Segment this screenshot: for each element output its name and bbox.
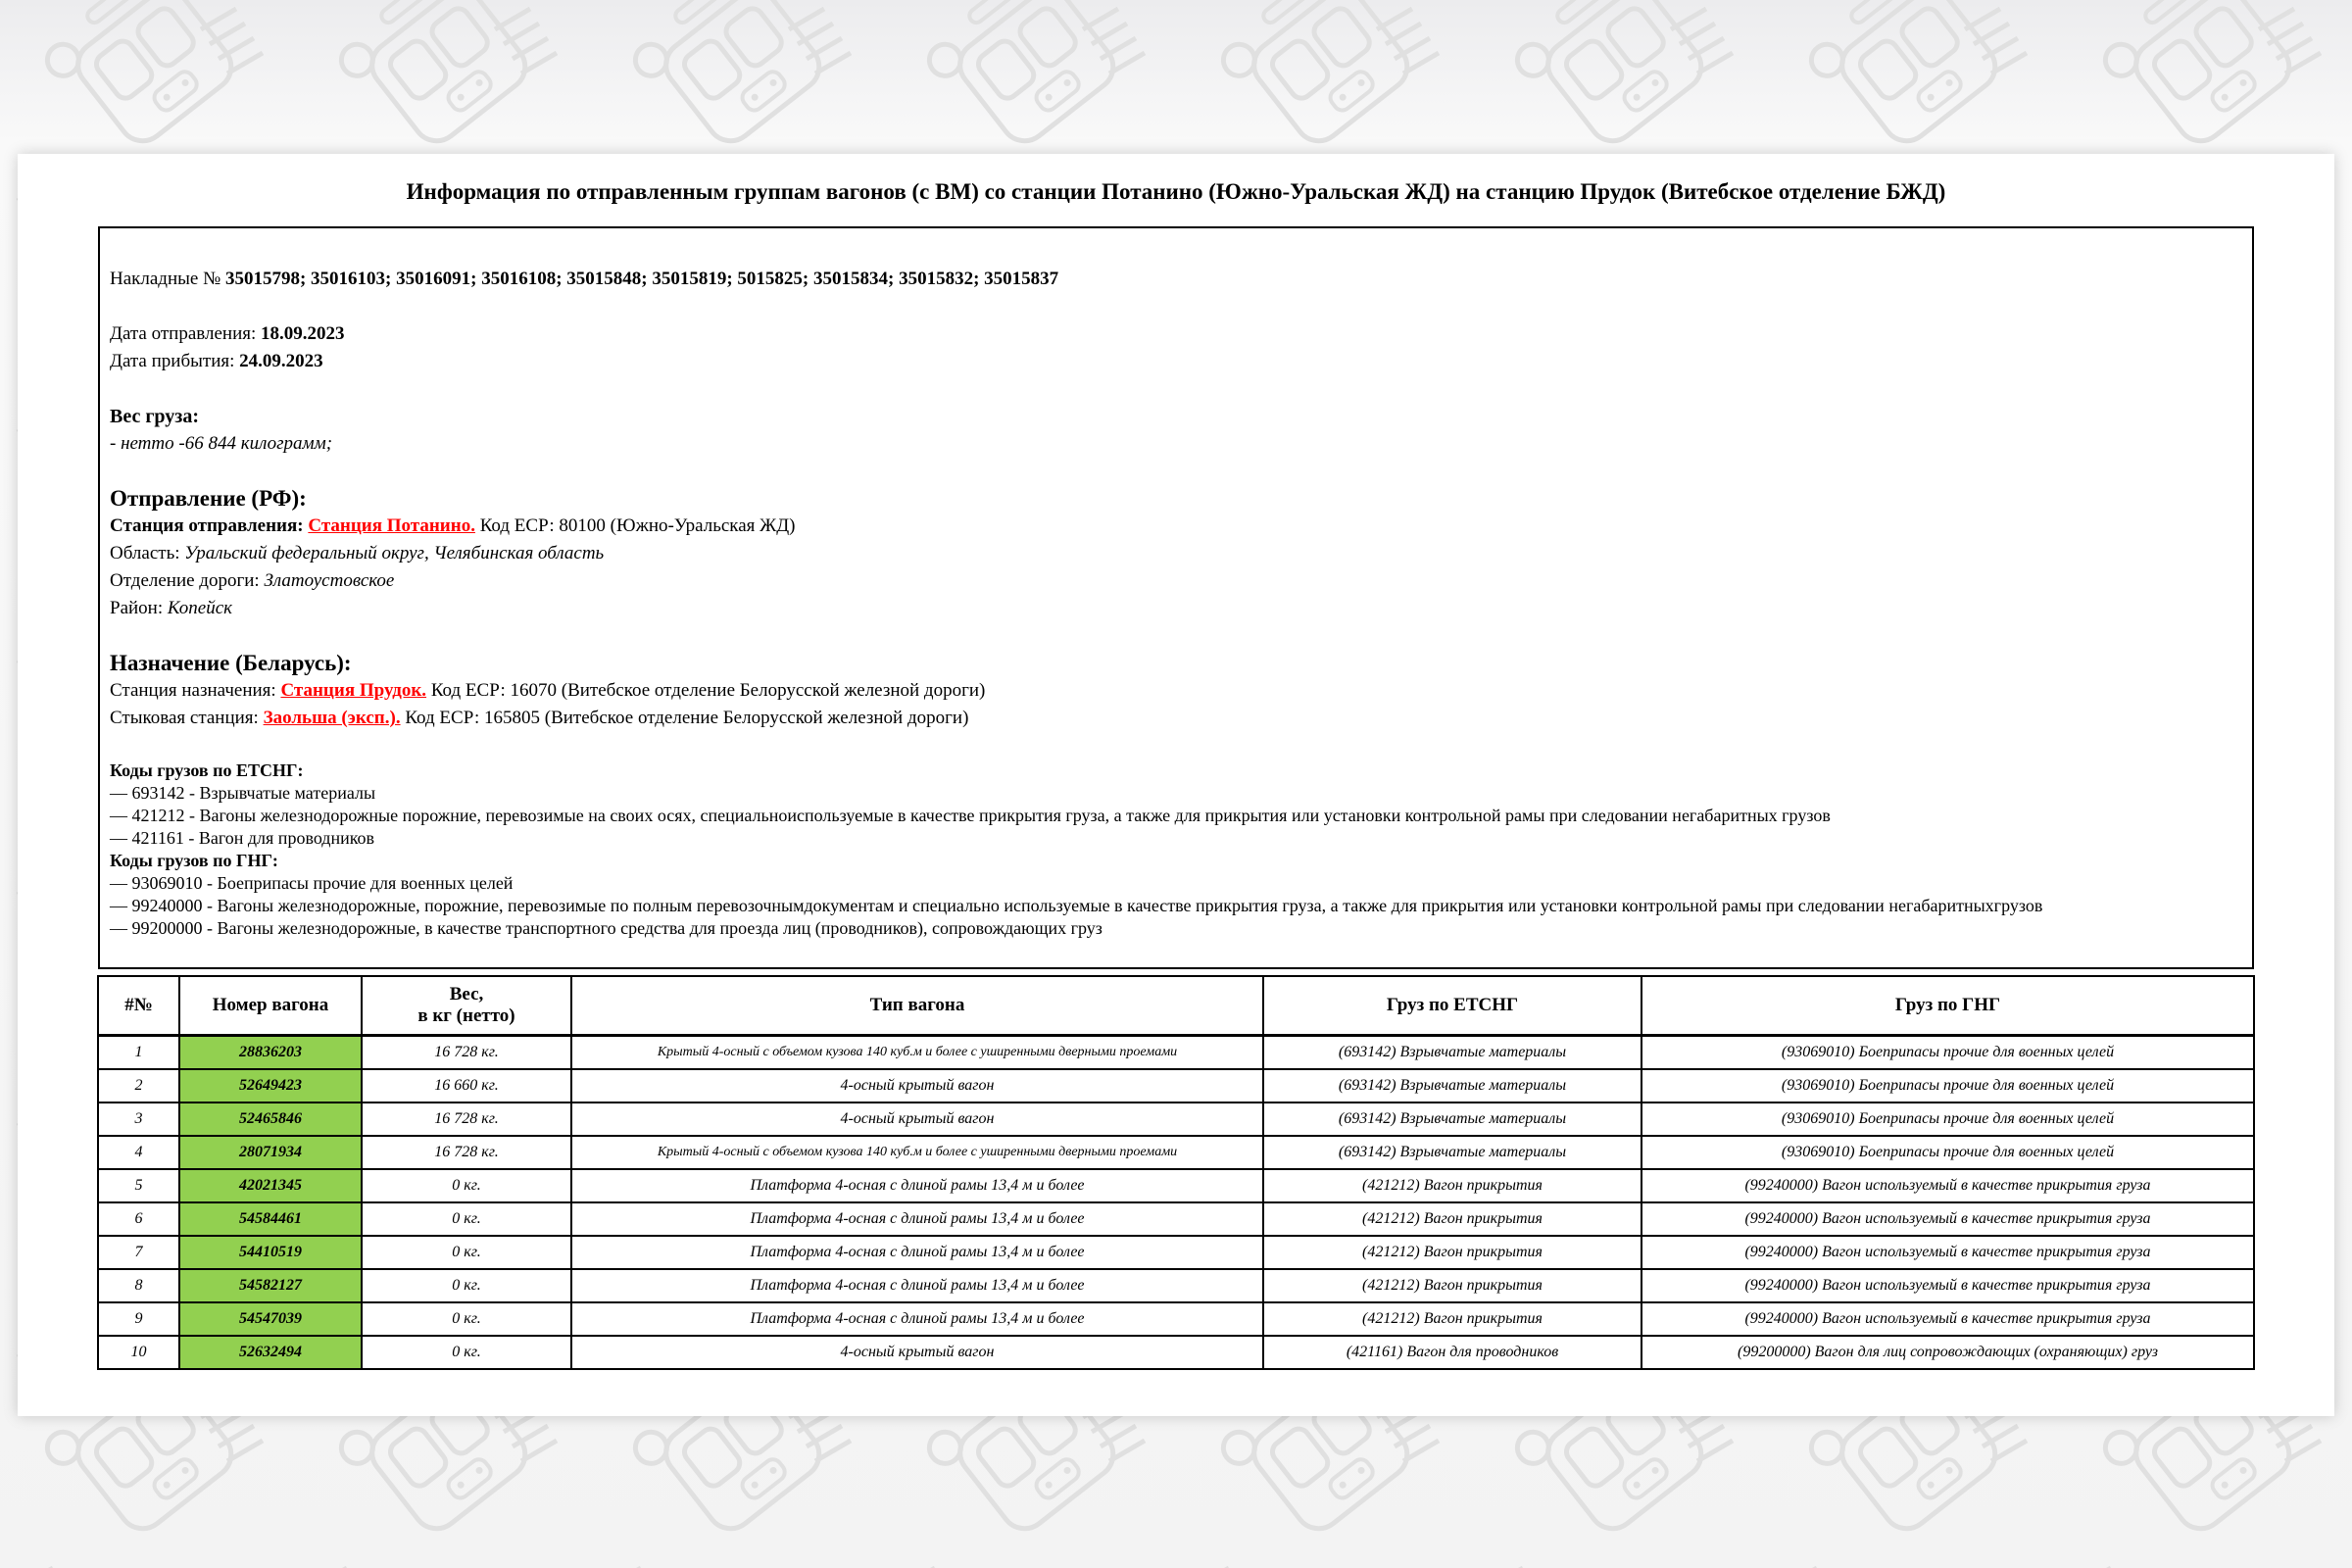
wagon-weight: 0 кг.: [362, 1269, 571, 1302]
cargo-gng: (93069010) Боеприпасы прочие для военных целей: [1642, 1069, 2254, 1102]
junction-station-label: Стыковая станция:: [110, 708, 264, 728]
wagon-weight: 0 кг.: [362, 1236, 571, 1269]
document-page: [18, 154, 2334, 1416]
gng-code-item: — 99200000 - Вагоны железнодорожные, в качестве транспортного средства для проезда лиц (проводников), сопровождающих груз: [110, 918, 1102, 938]
wagon-type: Платформа 4-осная с длиной рамы 13,4 м и более: [571, 1302, 1263, 1336]
wagon-weight: 0 кг.: [362, 1169, 571, 1202]
table-row: [98, 1236, 2254, 1269]
wagon-number: 52465846: [179, 1102, 362, 1136]
etsng-codes-heading: Коды грузов по ЕТСНГ:: [110, 760, 304, 780]
origin-division-label: Отделение дороги:: [110, 570, 265, 591]
row-number: 6: [98, 1202, 179, 1236]
table-row: [98, 1302, 2254, 1336]
row-number: 3: [98, 1102, 179, 1136]
header-cargo-gng: Груз по ГНГ: [1642, 976, 2254, 1036]
arrival-date-value: 24.09.2023: [239, 351, 323, 371]
wagon-weight: 0 кг.: [362, 1336, 571, 1369]
wagon-number: 42021345: [179, 1169, 362, 1202]
table-row: [98, 1136, 2254, 1169]
destination-station-line: [110, 677, 2242, 705]
cargo-gng: (99240000) Вагон используемый в качестве прикрытия груза: [1642, 1269, 2254, 1302]
gng-code-list: [110, 872, 2242, 940]
page-title: Информация по отправленным группам вагонов (с ВМ) со станции Потанино (Южно-Уральская ЖД) на станцию Прудок (Витебское отделение БЖД): [406, 179, 1946, 204]
wagon-type: 4-осный крытый вагон: [571, 1336, 1263, 1369]
wagon-type: Платформа 4-осная с длиной рамы 13,4 м и более: [571, 1269, 1263, 1302]
cargo-gng: (99240000) Вагон используемый в качестве прикрытия груза: [1642, 1236, 2254, 1269]
wagon-type: Платформа 4-осная с длиной рамы 13,4 м и более: [571, 1169, 1263, 1202]
table-row: [98, 1036, 2254, 1070]
row-number: 5: [98, 1169, 179, 1202]
wagon-weight: 16 660 кг.: [362, 1069, 571, 1102]
cargo-etsng: (421212) Вагон прикрытия: [1263, 1236, 1642, 1269]
origin-district-value: Копейск: [167, 598, 233, 618]
etsng-code-item: — 421161 - Вагон для проводников: [110, 828, 375, 848]
destination-station-code: Код ЕСР: 16070 (Витебское отделение Белорусской железной дороги): [426, 680, 986, 701]
cargo-etsng: (421212) Вагон прикрытия: [1263, 1269, 1642, 1302]
cargo-etsng: (693142) Взрывчатые материалы: [1263, 1102, 1642, 1136]
wagon-table: [97, 975, 2255, 1370]
origin-district-line: [110, 595, 2242, 622]
row-number: 8: [98, 1269, 179, 1302]
cargo-etsng: (421212) Вагон прикрытия: [1263, 1302, 1642, 1336]
origin-region-line: [110, 540, 2242, 567]
cargo-etsng: (693142) Взрывчатые материалы: [1263, 1036, 1642, 1070]
junction-station-link[interactable]: Заольша (эксп.).: [263, 708, 401, 728]
wagon-type: Крытый 4-осный с объемом кузова 140 куб.м и более с уширенными дверными проемами: [571, 1136, 1263, 1169]
cargo-gng: (93069010) Боеприпасы прочие для военных целей: [1642, 1102, 2254, 1136]
wagon-weight: 16 728 кг.: [362, 1136, 571, 1169]
header-weight-line1: Вес,: [449, 984, 484, 1004]
departure-date-line: [110, 320, 2242, 348]
etsng-code-item: — 421212 - Вагоны железнодорожные порожние, перевозимые на своих осях, специальноиспользуемые в качестве прикрытия груза, а также для прикрытия или установки контрольной рамы при следовании негабаритных грузов: [110, 806, 1831, 825]
wagon-type: 4-осный крытый вагон: [571, 1102, 1263, 1136]
origin-station-code: Код ЕСР: 80100 (Южно-Уральская ЖД): [474, 515, 796, 536]
destination-section-heading: Назначение (Беларусь):: [110, 651, 352, 675]
gng-code-item: — 93069010 - Боеприпасы прочие для военных целей: [110, 873, 514, 893]
header-weight-line2: в кг (нетто): [417, 1005, 515, 1026]
wagon-type: Крытый 4-осный с объемом кузова 140 куб.м и более с уширенными дверными проемами: [571, 1036, 1263, 1070]
destination-station-label: Станция назначения:: [110, 680, 281, 701]
wagon-weight: 0 кг.: [362, 1302, 571, 1336]
gng-codes-heading: Коды грузов по ГНГ:: [110, 851, 278, 870]
cargo-etsng: (693142) Взрывчатые материалы: [1263, 1069, 1642, 1102]
cargo-gng: (99200000) Вагон для лиц сопровождающих (охраняющих) груз: [1642, 1336, 2254, 1369]
junction-station-code: Код ЕСР: 165805 (Витебское отделение Белорусской железной дороги): [400, 708, 969, 728]
wagon-number: 28071934: [179, 1136, 362, 1169]
origin-region-value: Уральский федеральный округ, Челябинская область: [184, 543, 605, 564]
arrival-date-line: [110, 348, 2242, 375]
wagon-number: 28836203: [179, 1036, 362, 1070]
etsng-code-list: [110, 782, 2242, 850]
wagon-number: 52632494: [179, 1336, 362, 1369]
waybills-label: Накладные №: [110, 269, 225, 289]
row-number: 7: [98, 1236, 179, 1269]
wagon-type: Платформа 4-осная с длиной рамы 13,4 м и более: [571, 1236, 1263, 1269]
cargo-etsng: (421161) Вагон для проводников: [1263, 1336, 1642, 1369]
wagon-number: 54410519: [179, 1236, 362, 1269]
header-weight: [362, 976, 571, 1036]
departure-date-value: 18.09.2023: [261, 323, 345, 344]
header-wagon-number: Номер вагона: [179, 976, 362, 1036]
cargo-gng: (99240000) Вагон используемый в качестве прикрытия груза: [1642, 1169, 2254, 1202]
origin-station-link[interactable]: Станция Потанино.: [308, 515, 475, 536]
origin-district-label: Район:: [110, 598, 168, 618]
origin-station-label: Станция отправления:: [110, 515, 309, 536]
row-number: 10: [98, 1336, 179, 1369]
table-row: [98, 1102, 2254, 1136]
origin-division-line: [110, 567, 2242, 595]
origin-section-heading: Отправление (РФ):: [110, 486, 307, 511]
cargo-etsng: (421212) Вагон прикрытия: [1263, 1169, 1642, 1202]
wagon-number: 52649423: [179, 1069, 362, 1102]
cargo-etsng: (421212) Вагон прикрытия: [1263, 1202, 1642, 1236]
waybills-line: [110, 266, 2242, 293]
table-row: [98, 1269, 2254, 1302]
cargo-gng: (99240000) Вагон используемый в качестве прикрытия груза: [1642, 1202, 2254, 1236]
arrival-date-label: Дата прибытия:: [110, 351, 240, 371]
header-row-number: #№: [98, 976, 179, 1036]
wagon-number: 54582127: [179, 1269, 362, 1302]
cargo-gng: (93069010) Боеприпасы прочие для военных целей: [1642, 1036, 2254, 1070]
wagon-weight: 16 728 кг.: [362, 1102, 571, 1136]
wagon-table-body: [98, 1036, 2254, 1370]
wagon-number: 54584461: [179, 1202, 362, 1236]
origin-station-line: [110, 513, 2242, 540]
header-wagon-type: Тип вагона: [571, 976, 1263, 1036]
waybill-numbers: 35015798; 35016103; 35016091; 35016108; 35015848; 35015819; 5015825; 35015834; 35015832; 35015837: [224, 269, 1059, 289]
header-cargo-etsng: Груз по ЕТСНГ: [1263, 976, 1642, 1036]
wagon-weight: 0 кг.: [362, 1202, 571, 1236]
origin-region-label: Область:: [110, 543, 185, 564]
table-row: [98, 1202, 2254, 1236]
departure-date-label: Дата отправления:: [110, 323, 262, 344]
wagon-number: 54547039: [179, 1302, 362, 1336]
shipment-summary-box: [98, 226, 2254, 969]
table-header-row: [98, 976, 2254, 1036]
cargo-etsng: (693142) Взрывчатые материалы: [1263, 1136, 1642, 1169]
destination-station-link[interactable]: Станция Прудок.: [280, 680, 427, 701]
table-row: [98, 1169, 2254, 1202]
row-number: 9: [98, 1302, 179, 1336]
cargo-gng: (99240000) Вагон используемый в качестве прикрытия груза: [1642, 1302, 2254, 1336]
junction-station-line: [110, 705, 2242, 732]
cargo-gng: (93069010) Боеприпасы прочие для военных целей: [1642, 1136, 2254, 1169]
wagon-weight: 16 728 кг.: [362, 1036, 571, 1070]
wagon-type: Платформа 4-осная с длиной рамы 13,4 м и более: [571, 1202, 1263, 1236]
table-row: [98, 1336, 2254, 1369]
etsng-code-item: — 693142 - Взрывчатые материалы: [110, 783, 376, 803]
table-row: [98, 1069, 2254, 1102]
origin-division-value: Златоустовское: [264, 570, 395, 591]
cargo-codes-section: [110, 760, 2242, 940]
row-number: 4: [98, 1136, 179, 1169]
wagon-type: 4-осный крытый вагон: [571, 1069, 1263, 1102]
row-number: 2: [98, 1069, 179, 1102]
gng-code-item: — 99240000 - Вагоны железнодорожные, порожние, перевозимые по полным перевозочнымдокументам и специально используемые в качестве прикрытия груза, а также для прикрытия или установки контрольной рамы при следовании негабаритныхгрузов: [110, 896, 2043, 915]
cargo-weight-heading: Вес груза:: [110, 406, 199, 427]
cargo-weight-value: - нетто -66 844 килограмм;: [110, 433, 333, 454]
row-number: 1: [98, 1036, 179, 1070]
